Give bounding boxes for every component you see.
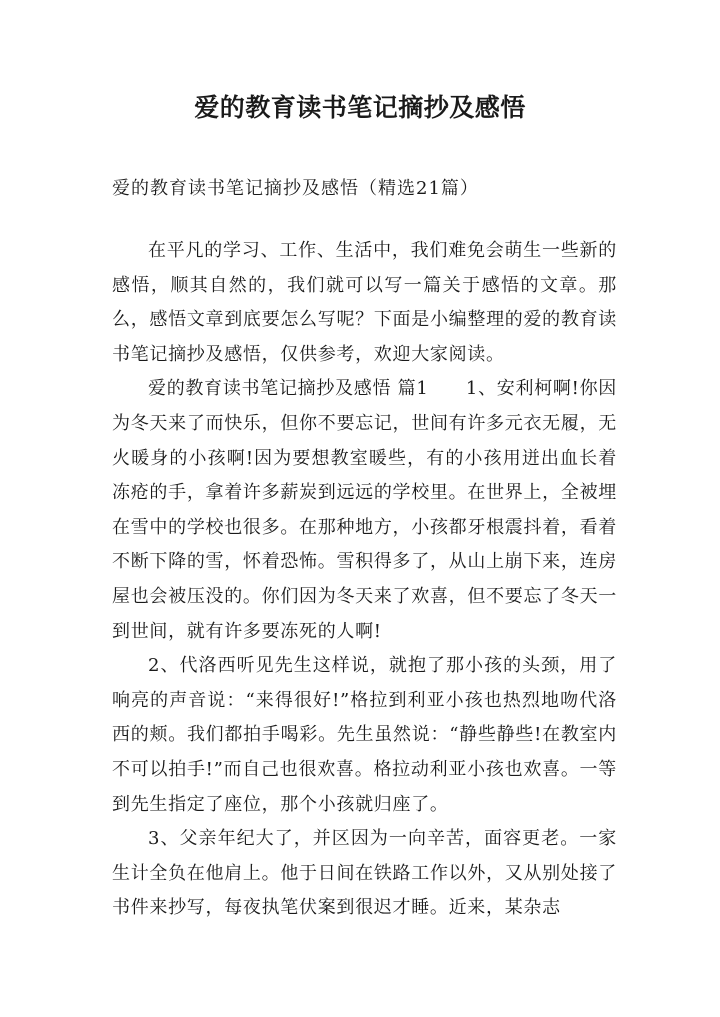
paragraph-excerpt-3: 3、父亲年纪大了，并区因为一向辛苦，面容更老。一家生计全负在他肩上。他于日间在铁路工作以外，又从别处接了书件来抄写，每夜执笔伏案到很迟才睡。近来，某杂志	[112, 828, 617, 919]
paragraph-intro: 在平凡的学习、工作、生活中，我们难免会萌生一些新的感悟，顺其自然的，我们就可以写一篇关于感悟的文章。那么，感悟文章到底要怎么写呢？下面是小编整理的爱的教育读书笔记摘抄及感悟，仅供参考，欢迎大家阅读。	[112, 240, 617, 365]
paragraph-excerpt-2: 2、代洛西听见先生这样说，就抱了那小孩的头颈，用了响亮的声音说：“来得很好!”格拉到利亚小孩也热烈地吻代洛西的颊。我们都拍手喝彩。先生虽然说：“静些静些!在教室内不可以拍手!”而自己也很欢喜。格拉动利亚小孩也欢喜。一等到先生指定了座位，那个小孩就归座了。	[112, 655, 617, 815]
document-subtitle: 爱的教育读书笔记摘抄及感悟（精选21篇）	[112, 178, 479, 199]
document-body	[112, 234, 617, 926]
paragraph-excerpt-1: 爱的教育读书笔记摘抄及感悟 篇1 1、安利柯啊!你因为冬天来了而快乐，但你不要忘记，世间有许多元衣无履，无火暖身的小孩啊!因为要想教室暖些，有的小孩用迸出血长着冻疮的手，拿着许多薪炭到远远的学校里。在世界上，全被埋在雪中的学校也很多。在那种地方，小孩都牙根震抖着，看着不断下降的雪，怀着恐怖。雪积得多了，从山上崩下来，连房屋也会被压没的。你们因为冬天来了欢喜，但不要忘了冬天一到世间，就有许多要冻死的人啊!	[112, 378, 617, 642]
document-title: 爱的教育读书笔记摘抄及感悟	[194, 93, 526, 122]
